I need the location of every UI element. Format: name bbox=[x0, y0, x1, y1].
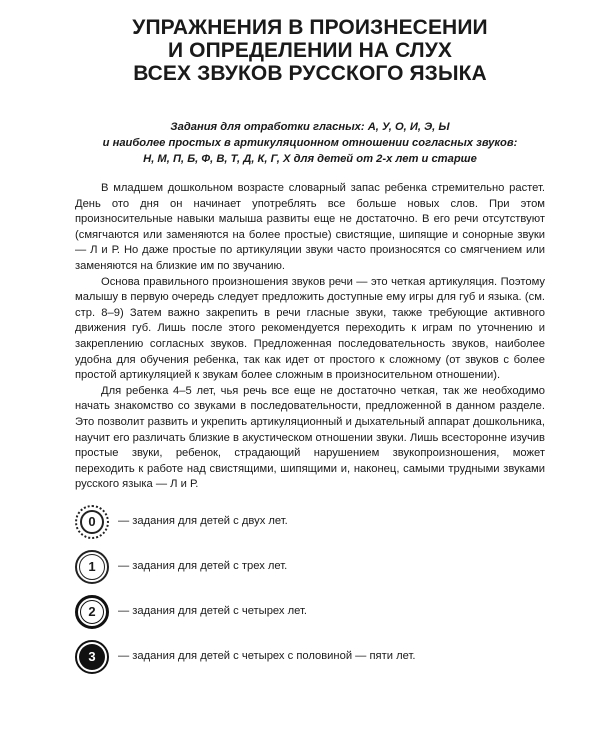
legend-item bbox=[75, 508, 545, 536]
level-0-badge-icon bbox=[75, 505, 109, 539]
level-3-badge-icon bbox=[75, 640, 109, 674]
badge-number: 0 bbox=[88, 514, 96, 530]
subtitle-line: и наиболее простых в артикуляционном отношении согласных звуков: bbox=[102, 137, 518, 149]
section-subtitle bbox=[75, 119, 545, 167]
badge-number: 1 bbox=[88, 559, 96, 575]
level-1-badge-icon bbox=[75, 550, 109, 584]
page-title bbox=[75, 0, 545, 85]
legend-item bbox=[75, 553, 545, 581]
legend-text: — задания для детей с четырех с половиной — пяти лет. bbox=[118, 650, 416, 663]
badge-number: 3 bbox=[88, 649, 96, 665]
level-2-badge-icon bbox=[75, 595, 109, 629]
title-line: И ОПРЕДЕЛЕНИИ НА СЛУХ bbox=[168, 39, 452, 62]
legend-item bbox=[75, 598, 545, 626]
legend-item bbox=[75, 643, 545, 671]
age-legend bbox=[75, 508, 545, 671]
title-line: ВСЕХ ЗВУКОВ РУССКОГО ЯЗЫКА bbox=[133, 62, 487, 85]
title-line: УПРАЖНЕНИЯ В ПРОИЗНЕСЕНИИ bbox=[132, 16, 488, 39]
subtitle-line: Н, М, П, Б, Ф, В, Т, Д, К, Г, Х для детей от 2-х лет и старше bbox=[143, 153, 477, 165]
subtitle-line: Задания для отработки гласных: А, У, О, И, Э, Ы bbox=[170, 121, 450, 133]
paragraph: Основа правильного произношения звуков речи — это четкая артикуляция. Поэтому малышу в первую очередь следует предложить доступные ему игры для губ и языка. (см. стр. 8–9) Затем важно закрепить в речи гласные звуки, также требующие активного движения губ. Лишь после этого рекомендуется переходить к играм по уточнению и закреплению согласных звуков. Предложенная последовательность звуков, наиболее удобна для обучения ребенка, так как идет от простого к сложному (от звуков с более простой артикуляцией к звукам более сложным в произносительном отношении). bbox=[75, 275, 545, 382]
legend-text: — задания для детей с двух лет. bbox=[118, 515, 288, 528]
badge-number: 2 bbox=[88, 604, 96, 620]
legend-text: — задания для детей с трех лет. bbox=[118, 560, 288, 573]
body-text bbox=[75, 181, 545, 493]
paragraph: В младшем дошкольном возрасте словарный запас ребенка стремительно растет. День ото дня он начинает употреблять все больше новых слов. При этом произносительные навыки малыша развиты еще не достаточно. В его речи отсутствуют (смягчаются или заменяются на более простые) свистящие, шипящие и сонорные звуки — Л и Р. Но даже простые по артикуляции звуки часто произносятся со смягчением или заменяются на близкие им по звучанию. bbox=[75, 182, 545, 272]
legend-text: — задания для детей с четырех лет. bbox=[118, 605, 307, 618]
paragraph: Для ребенка 4–5 лет, чья речь все еще не достаточно четкая, так же необходимо начать знакомство со звуками в последовательности, предложенной в данном разделе. Это позволит развить и укрепить артикуляционный и дыхательный аппарат дошкольника, научит его различать близкие в акустическом отношении звуки. Лишь всесторонне изучив простые звуки, ребенок, страдающий нарушением звукопроизношения, может переходить к работе над свистящими, шипящими и, наконец, самыми трудными звуками русского языка — Л и Р. bbox=[75, 384, 545, 491]
